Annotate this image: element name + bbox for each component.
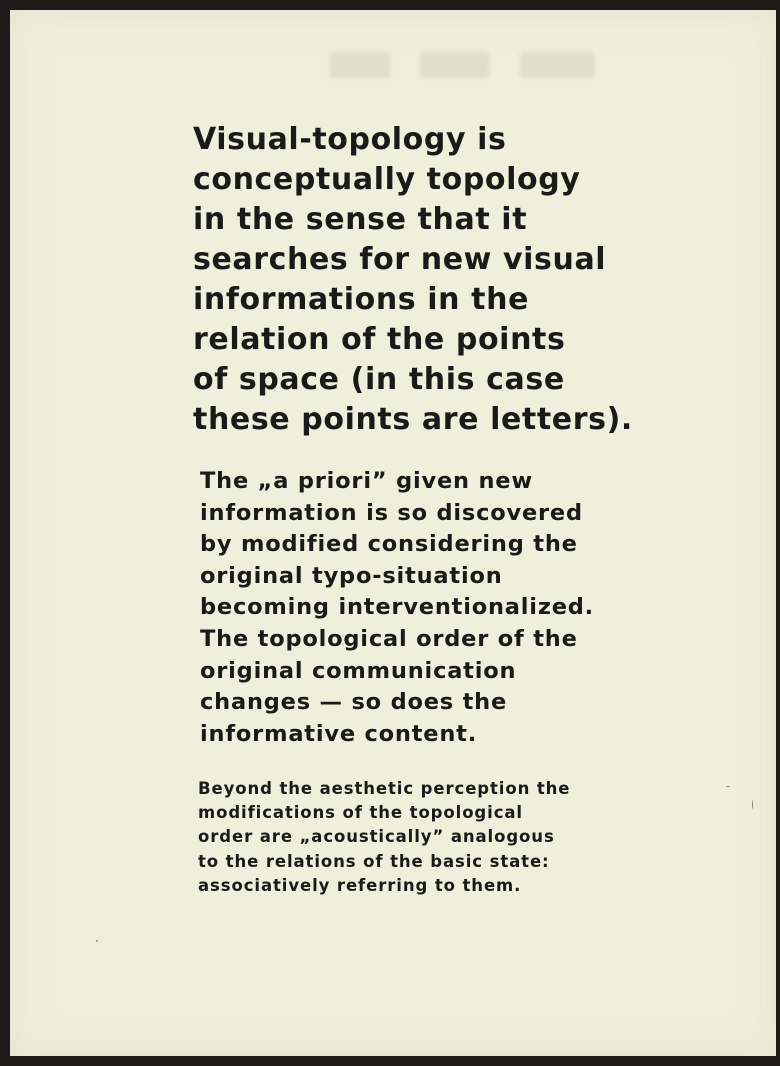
text-line: of space (in this case (193, 362, 565, 397)
show-through-mark (330, 46, 600, 86)
paper-speck (96, 940, 98, 942)
text-line: The „a priori” given new (200, 468, 533, 494)
text-line: to the relations of the basic state: (198, 851, 550, 871)
text-line: original communication (200, 657, 517, 684)
text-line: informations in the (193, 282, 530, 317)
text-line: modifications of the topological (198, 803, 523, 823)
text-line: The topological order of the (200, 625, 578, 652)
paragraph-aesthetic-perception (198, 777, 570, 898)
paper-speck (752, 800, 753, 809)
text-line: relation of the points (193, 322, 566, 357)
text-line: by modified considering the (200, 531, 578, 558)
text-line: informative content. (200, 720, 478, 747)
text-line: Beyond the aesthetic perception the (198, 779, 571, 798)
text-line: changes — so does the (200, 689, 508, 716)
paper-speck (726, 786, 730, 787)
paragraph-a-priori (200, 466, 594, 750)
text-line: becoming interventionalized. (200, 594, 595, 621)
paragraph-main-statement (193, 120, 633, 440)
text-line: searches for new visual (193, 242, 607, 277)
text-line: associatively referring to them. (198, 875, 522, 895)
text-line: in the sense that it (193, 202, 528, 237)
text-line: Visual-topology is (193, 122, 507, 157)
text-line: information is so discovered (200, 499, 583, 526)
text-line: order are „acoustically” analogous (198, 827, 555, 847)
text-line: conceptually topology (193, 162, 581, 197)
text-line: these points are letters). (193, 402, 633, 437)
text-line: original typo-situation (200, 562, 503, 589)
